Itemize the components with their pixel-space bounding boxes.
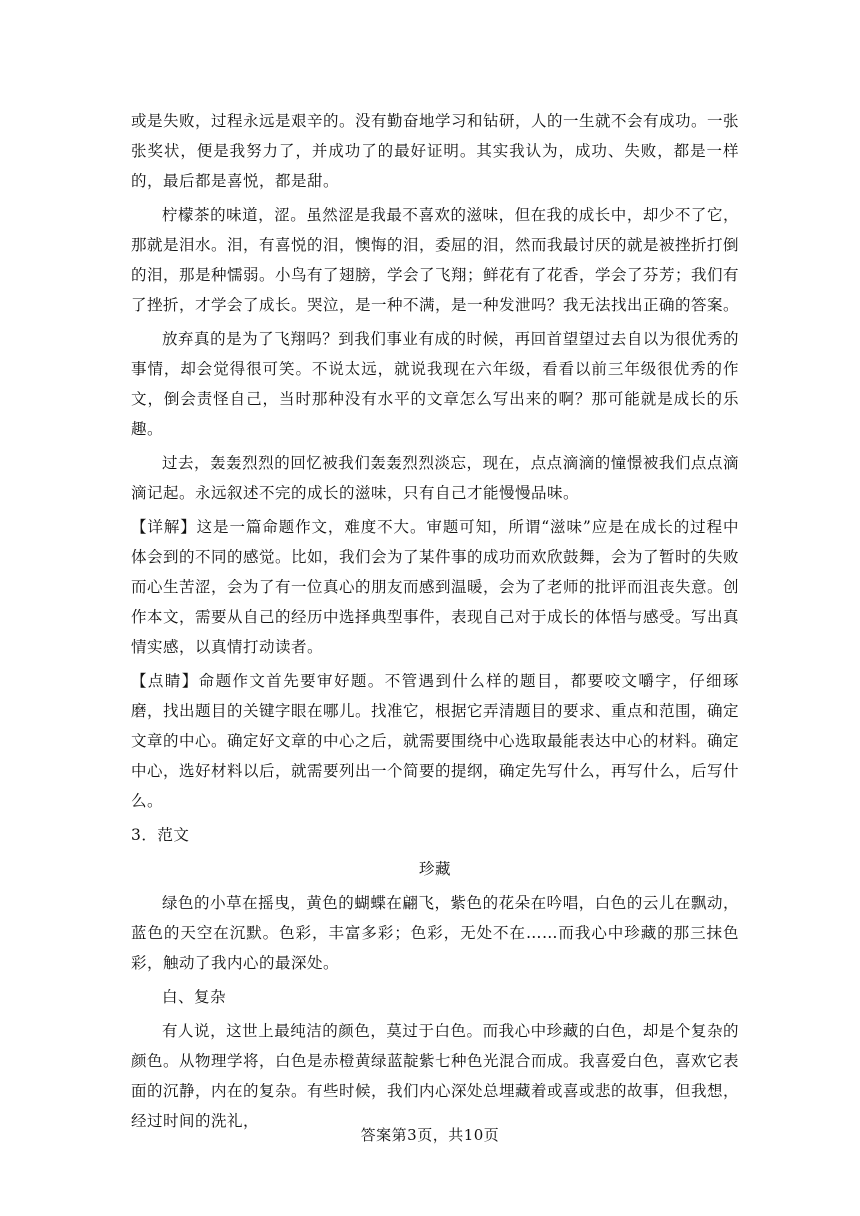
- essay-paragraph-2: 有人说，这世上最纯洁的颜色，莫过于白色。而我心中珍藏的白色，却是个复杂的颜色。从物理学将，白色是赤橙黄绿蓝靛紫七种色光混合而成。我喜爱白色，喜欢它表面的沉静，内在的复杂。有些时候，我们内心深处总埋藏着或喜或悲的故事，但我想，经过时间的洗礼，: [131, 1022, 740, 1130]
- tip-section: [131, 666, 739, 816]
- paragraph-3: 放弃真的是为了飞翔吗？到我们事业有成的时候，再回首望望过去自以为很优秀的事情，却会觉得很可笑。不说太远，就说我现在六年级，看看以前三年级很优秀的作文，倒会责怪自己，当时那种没有水平的文章怎么写出来的啊？那可能就是成长的乐趣。: [131, 330, 739, 438]
- detail-label: 【详解】: [131, 518, 197, 536]
- page-content: [131, 106, 739, 1136]
- essay-paragraph-1: 绿色的小草在摇曳，黄色的蝴蝶在翩飞，紫色的花朵在吟唱，白色的云儿在飘动，蓝色的天空在沉默。色彩，丰富多彩；色彩，无处不在……而我心中珍藏的那三抹色彩，触动了我内心的最深处。: [131, 894, 739, 972]
- paragraph-1: 或是失败，过程永远是艰辛的。没有勤奋地学习和钻研，人的一生就不会有成功。一张张奖状，便是我努力了，并成功了的最好证明。其实我认为，成功、失败，都是一样的，最后都是喜悦，都是甜。: [131, 112, 740, 190]
- detail-section: [131, 512, 739, 662]
- tip-label: 【点睛】: [131, 672, 199, 690]
- detail-text: 这是一篇命题作文，难度不大。审题可知，所谓“滋味”应是在成长的过程中体会到的不同的感觉。比如，我们会为了某件事的成功而欢欣鼓舞，会为了暂时的失败而心生苦涩，会为了有一位真心的朋友而感到温暖，会为了老师的批评而沮丧失意。创作本文，需要从自己的经历中选择典型事件，表现自己对于成长的体悟与感受。写出真情实感，以真情打动读者。: [131, 518, 740, 656]
- paragraph-2: 柠檬茶的味道，涩。虽然涩是我最不喜欢的滋味，但在我的成长中，却少不了它，那就是泪水。泪，有喜悦的泪，懊悔的泪，委屈的泪，然而我最讨厌的就是被挫折打倒的泪，那是种懦弱。小鸟有了翅膀，学会了飞翔；鲜花有了花香，学会了芬芳；我们有了挫折，才学会了成长。哭泣，是一种不满，是一种发泄吗？我无法找出正确的答案。: [131, 206, 740, 314]
- essay-title: 珍藏: [418, 860, 451, 878]
- tip-text: 命题作文首先要审好题。不管遇到什么样的题目，都要咬文嚼字，仔细琢磨，找出题目的关键字眼在哪儿。找准它，根据它弄清题目的要求、重点和范围，确定文章的中心。确定好文章的中心之后，就需要围绕中心选取最能表达中心的材料。确定中心，选好材料以后，就需要列出一个简要的提纲，确定先写什么，再写什么，后写什么。: [131, 672, 740, 810]
- essay-subheading: 白、复杂: [162, 988, 227, 1006]
- section-heading: 3．范文: [131, 826, 190, 844]
- page-footer: 答案第3页，共10页: [360, 1126, 500, 1144]
- paragraph-4: 过去，轰轰烈烈的回忆被我们轰轰烈烈淡忘，现在，点点滴滴的憧憬被我们点点滴滴记起。永远叙述不完的成长的滋味，只有自己才能慢慢品味。: [131, 454, 739, 502]
